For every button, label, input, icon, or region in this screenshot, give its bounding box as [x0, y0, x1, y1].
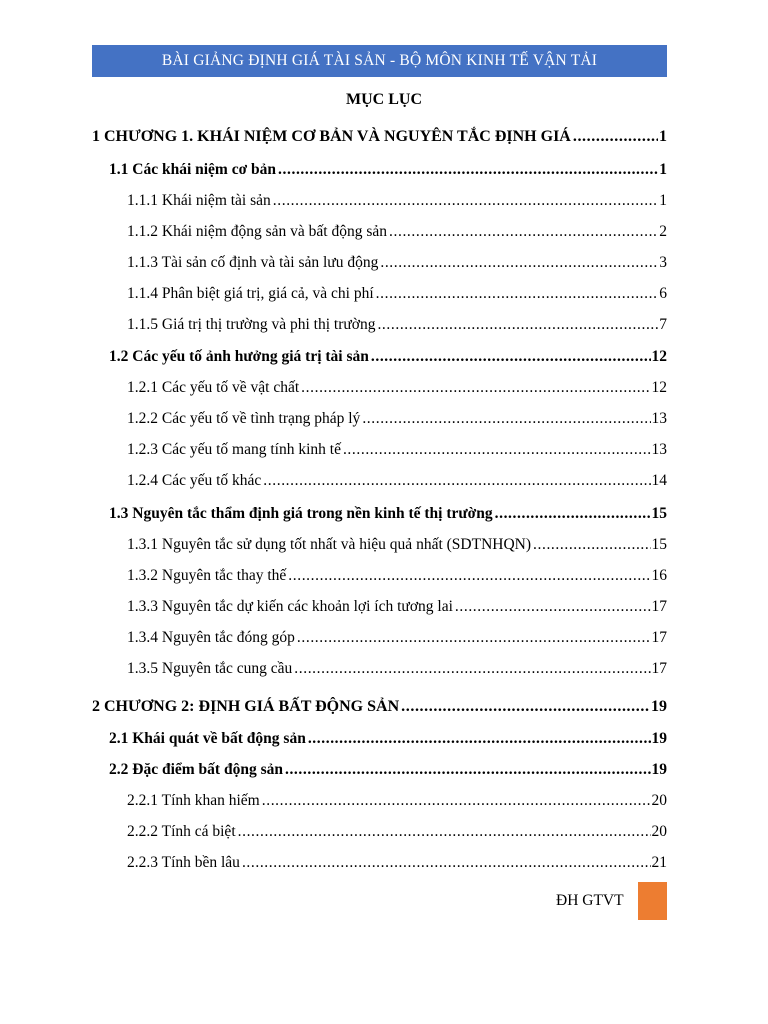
toc-entry-1-1-4[interactable]: 1.1.4 Phân biệt giá trị, giá cả, và chi phí ..... 6: [127, 285, 667, 303]
header-title: BÀI GIẢNG ĐỊNH GIÁ TÀI SẢN - BỘ MÔN KINH TẾ VẬN TẢI: [161, 52, 598, 69]
toc-title: MỤC LỤC: [346, 91, 422, 108]
toc-entry-2-2-1[interactable]: 2.2.1 Tính khan hiếm ..... 20: [127, 792, 667, 810]
toc-entry-1-2-4[interactable]: 1.2.4 Các yếu tố khác ..... 14: [127, 472, 667, 490]
toc-entry-1-3-4[interactable]: 1.3.4 Nguyên tắc đóng góp ..... 17: [127, 629, 667, 647]
toc-entry-1-2-3[interactable]: 1.2.3 Các yếu tố mang tính kinh tế ..... 13: [127, 441, 667, 459]
toc-entry-1-3-1[interactable]: 1.3.1 Nguyên tắc sử dụng tốt nhất và hiệu quả nhất (SDTNHQN) ..... 15: [127, 536, 667, 554]
toc-entry-2-2[interactable]: 2.2 Đặc điểm bất động sản ..... 19: [109, 761, 667, 779]
toc-entry-1-1-3[interactable]: 1.1.3 Tài sản cố định và tài sản lưu động ..... 3: [127, 254, 667, 272]
toc-entry-chapter-1[interactable]: 1 CHƯƠNG 1. KHÁI NIỆM CƠ BẢN VÀ NGUYÊN TẮC ĐỊNH GIÁ ..... 1: [92, 128, 667, 146]
toc-entry-1-1-1[interactable]: 1.1.1 Khái niệm tài sản ..... 1: [127, 192, 667, 210]
toc-entry-1-3-3[interactable]: 1.3.3 Nguyên tắc dự kiến các khoản lợi ích tương lai ..... 17: [127, 598, 667, 616]
toc-entry-1-2[interactable]: 1.2 Các yếu tố ảnh hưởng giá trị tài sản ..... 12: [109, 348, 667, 366]
toc-entry-1-2-2[interactable]: 1.2.2 Các yếu tố về tình trạng pháp lý ..... 13: [127, 410, 667, 428]
toc-entry-1-3-5[interactable]: 1.3.5 Nguyên tắc cung cầu ..... 17: [127, 660, 667, 678]
toc-entry-1-1-5[interactable]: 1.1.5 Giá trị thị trường và phi thị trường ..... 7: [127, 316, 667, 334]
footer-label: ĐH GTVT: [556, 892, 624, 909]
toc-entry-2-1[interactable]: 2.1 Khái quát về bất động sản ..... 19: [109, 730, 667, 748]
header-banner: [92, 45, 667, 77]
toc-entry-chapter-2[interactable]: 2 CHƯƠNG 2: ĐỊNH GIÁ BẤT ĐỘNG SẢN ..... 19: [92, 698, 667, 716]
toc-entry-2-2-2[interactable]: 2.2.2 Tính cá biệt ..... 20: [127, 823, 667, 841]
toc-entry-1-2-1[interactable]: 1.2.1 Các yếu tố về vật chất ..... 12: [127, 379, 667, 397]
toc-entry-1-1[interactable]: 1.1 Các khái niệm cơ bản ..... 1: [109, 161, 667, 179]
toc-entry-1-3-2[interactable]: 1.3.2 Nguyên tắc thay thế ..... 16: [127, 567, 667, 585]
toc-entry-2-2-3[interactable]: 2.2.3 Tính bền lâu ..... 21: [127, 854, 667, 872]
toc-entry-1-1-2[interactable]: 1.1.2 Khái niệm động sản và bất động sản ..... 2: [127, 223, 667, 241]
toc-entry-1-3[interactable]: 1.3 Nguyên tắc thẩm định giá trong nền kinh tế thị trường ..... 15: [109, 505, 667, 523]
footer-accent-box: [638, 882, 667, 920]
